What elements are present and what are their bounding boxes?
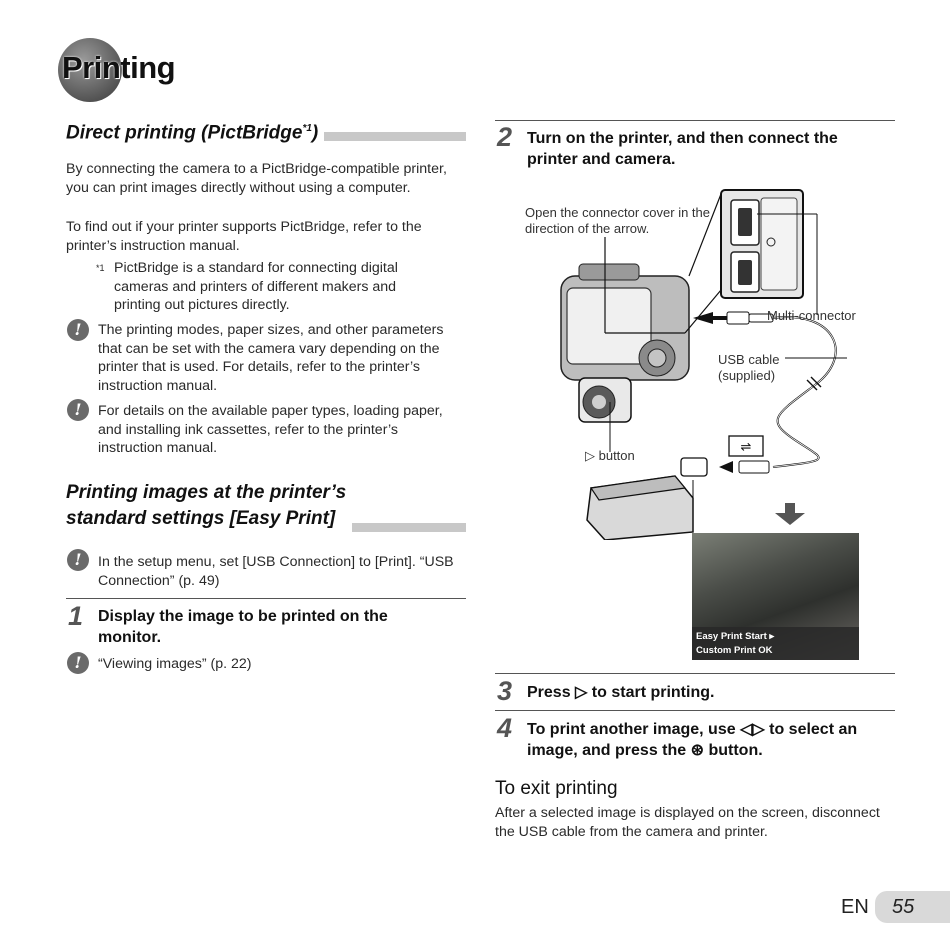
section-heading-easy-print: Printing images at the printer’s standard settings [Easy Print] — [66, 480, 352, 532]
step-text: To print another image, use ◁▷ to select an image, and press the ⊛ button. — [527, 721, 858, 759]
label-button: ▷ button — [585, 448, 635, 463]
monitor-screen-image — [692, 533, 859, 660]
label-usb-cable: USB cable (supplied) — [718, 352, 780, 383]
footnote-mark: *1 — [96, 263, 105, 273]
footnote: PictBridge is a standard for connecting digital cameras and printers of different makers and printing out pictures directly. — [114, 260, 398, 314]
caution-icon: ! — [67, 549, 89, 571]
note-viewing-images: “Viewing images” (p. 22) — [98, 656, 252, 672]
note-printing-modes: The printing modes, paper sizes, and other parameters that can be set with the camera vary depending on the printer that is used. For details, refer to the printer’s instruction manual. — [98, 322, 444, 394]
step-text: Press ▷ to start printing. — [527, 684, 715, 701]
step-text: Turn on the printer, and then connect the printer and camera. — [527, 130, 838, 168]
step-number: 4 — [497, 713, 513, 743]
intro-paragraph: By connecting the camera to a PictBridge-compatible printer, you can print images directly without using a computer. — [66, 161, 447, 196]
page-title: Printing — [62, 50, 176, 85]
svg-text:⇌: ⇌ — [740, 440, 752, 455]
note-usb-connection: In the setup menu, set [USB Connection] to [Print]. “USB Connection” (p. 49) — [98, 554, 454, 589]
step-rule — [495, 710, 895, 711]
step-rule — [495, 673, 895, 674]
note-paper-types: For details on the available paper types, loading paper, and installing ink cassettes, refer to the printer’s instruction manual. — [98, 403, 443, 457]
language-label: EN — [841, 896, 869, 918]
compat-paragraph: To find out if your printer supports PictBridge, refer to the printer’s instruction manual. — [66, 219, 422, 254]
step-text: Display the image to be printed on the monitor. — [98, 608, 388, 646]
step-number: 3 — [497, 676, 513, 706]
step-rule — [66, 598, 466, 599]
exit-paragraph: After a selected image is displayed on the screen, disconnect the USB cable from the camera and printer. — [495, 805, 880, 840]
step-number: 2 — [497, 122, 513, 152]
exit-heading: To exit printing — [495, 778, 618, 799]
caution-icon: ! — [67, 399, 89, 421]
caution-icon: ! — [67, 319, 89, 341]
step-number: 1 — [68, 601, 84, 631]
caution-icon: ! — [67, 652, 89, 674]
section-heading-direct-printing: Direct printing (PictBridge$^{*1}$) — [66, 116, 324, 146]
label-connector-cover: Open the connector cover in the direction of the arrow. — [525, 205, 711, 236]
page-number: 55 — [892, 896, 915, 918]
menu-easy-print-start: Easy Print Start ▸ — [696, 631, 775, 642]
step-rule — [495, 120, 895, 121]
label-multi-connector: Multi-connector — [767, 308, 856, 323]
menu-custom-print: Custom Print OK — [696, 645, 773, 656]
